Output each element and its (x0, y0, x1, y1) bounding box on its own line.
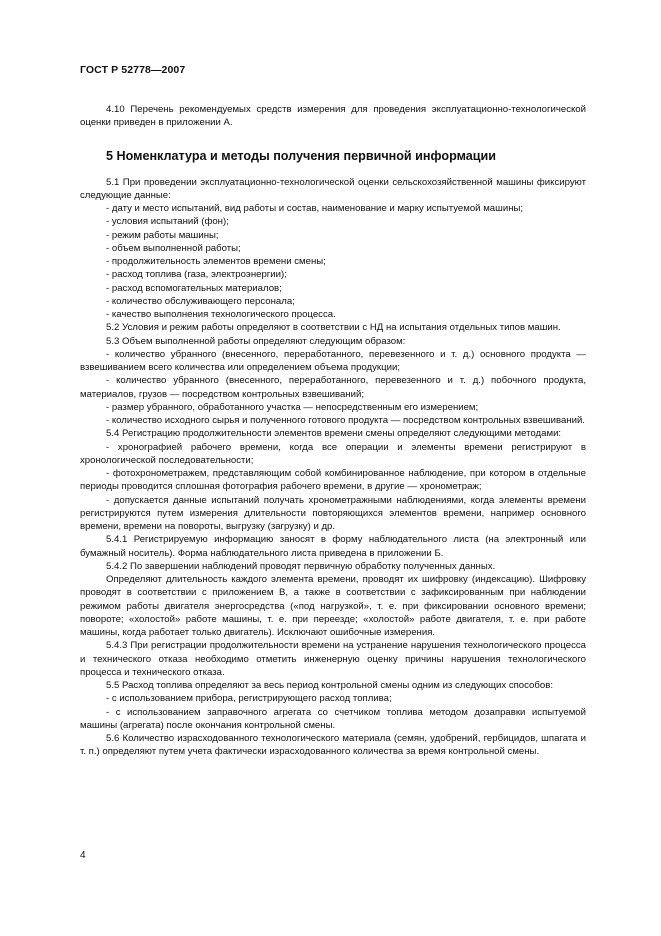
paragraph-5-4-2: 5.4.2 По завершении наблюдений проводят первичную обработку полученных данных. (106, 560, 496, 572)
list-item: - расход вспомогательных материалов; (106, 282, 282, 294)
paragraph-5-4: 5.4 Регистрацию продолжительности элементов времени смены определяют следующими методами: (106, 428, 562, 440)
section-heading: 5 Номенклатура и методы получения первичной информации (106, 148, 496, 163)
list-item: - хронографией рабочего времени, когда все операции и элементы времени регистрируют в хронологической последовательности; (80, 441, 586, 466)
list-item: - режим работы машины; (106, 229, 219, 241)
paragraph-5-4-1: 5.4.1 Регистрируемую информацию заносят в форму наблюдательного листа (на электронный или бумажный носитель). Форма наблюдательного листа приведена в приложении Б. (80, 534, 586, 559)
list-item: - объем выполненной работы; (106, 242, 241, 254)
list-item: - продолжительность элементов времени смены; (106, 256, 326, 267)
list-item: - количество обслуживающего персонала; (106, 295, 295, 307)
paragraph-5-2: 5.2 Условия и режим работы определяют в соответствии с НД на испытания отдельных типов машин. (106, 322, 561, 334)
list-item: - количество убранного (внесенного, переработанного, перевезенного и т. д.) побочного продукта, материалов, грузов — посредством контрольных взвешиваний; (80, 375, 586, 400)
list-item: - качество выполнения технологического процесса. (106, 309, 336, 320)
paragraph-5-4-3: 5.4.3 При регистрации продолжительности времени на устранение нарушения технологического процесса и технического отказа необходимо отметить инженерную оценку причины нарушения технологического процесса и технического отказа. (80, 640, 586, 678)
paragraph-encoding: Определяют длительность каждого элемента времени, проводят их шифровку (индексацию). Шифровку проводят в соответствии с приложением В, а также в соответствии с зафиксированным при наблюдении режимом работы двигателя энергосредства («под нагрузкой», т. е. при фиксировании основного времени; повороте; «холостой» работе машины, т. е. при переезде; «холостой» работе двигателя, т. е. при работе машины, когда работает только двигатель). Исключают ошибочные измерения. (80, 574, 586, 638)
list-item: - допускается данные испытаний получать хронометражными наблюдениями, когда элементы времени регистрируются путем измерения длительности повторяющихся элементов времени, например основного времени, времени на повороты, выгрузку (загрузку) и др. (80, 494, 586, 532)
document-header: ГОСТ Р 52778—2007 (80, 64, 186, 76)
document-body (80, 103, 586, 759)
list-item: - количество убранного (внесенного, переработанного, перевезенного и т. д.) основного продукта — взвешиванием всего количества или определением объема продукции; (80, 348, 586, 373)
paragraph-5-3: 5.3 Объем выполненной работы определяют следующим образом: (106, 335, 406, 347)
list-item: - расход топлива (газа, электроэнергии); (106, 269, 287, 281)
paragraph-5-5: 5.5 Расход топлива определяют за весь период контрольной смены одним из следующих способов: (106, 680, 553, 691)
intro-paragraph: 4.10 Перечень рекомендуемых средств измерения для проведения эксплуатационно-технологической оценки приведен в приложении А. (80, 104, 586, 129)
list-item: - количество исходного сырья и полученного готового продукта — посредством контрольных взвешиваний. (106, 415, 585, 426)
page-number: 4 (80, 850, 86, 861)
list-item: - фотохронометражем, представляющим собой комбинированное наблюдение, при котором в отдельные периоды проводится сплошная фотография рабочего времени, в другие — хронометраж; (80, 468, 586, 493)
list-item: - дату и место испытаний, вид работы и состав, наименование и марку испытуемой машины; (106, 203, 524, 214)
list-item: - условия испытаний (фон); (106, 216, 229, 228)
list-item: - с использованием заправочного агрегата со счетчиком топлива методом дозаправки испытуемой машины (агрегата) после окончания контрольной смены. (80, 706, 586, 731)
paragraph-5-1: 5.1 При проведении эксплуатационно-технологической оценки сельскохозяйственной машины фиксируют следующие данные: (80, 176, 586, 201)
list-item: - с использованием прибора, регистрирующего расход топлива; (106, 693, 392, 705)
list-item: - размер убранного, обработанного участка — непосредственным его измерением; (106, 401, 479, 413)
paragraph-5-6: 5.6 Количество израсходованного технологического материала (семян, удобрений, гербицидов, шпагата и т. п.) определяют путем учета фактически израсходованного количества за время контрольной смены. (80, 733, 586, 758)
